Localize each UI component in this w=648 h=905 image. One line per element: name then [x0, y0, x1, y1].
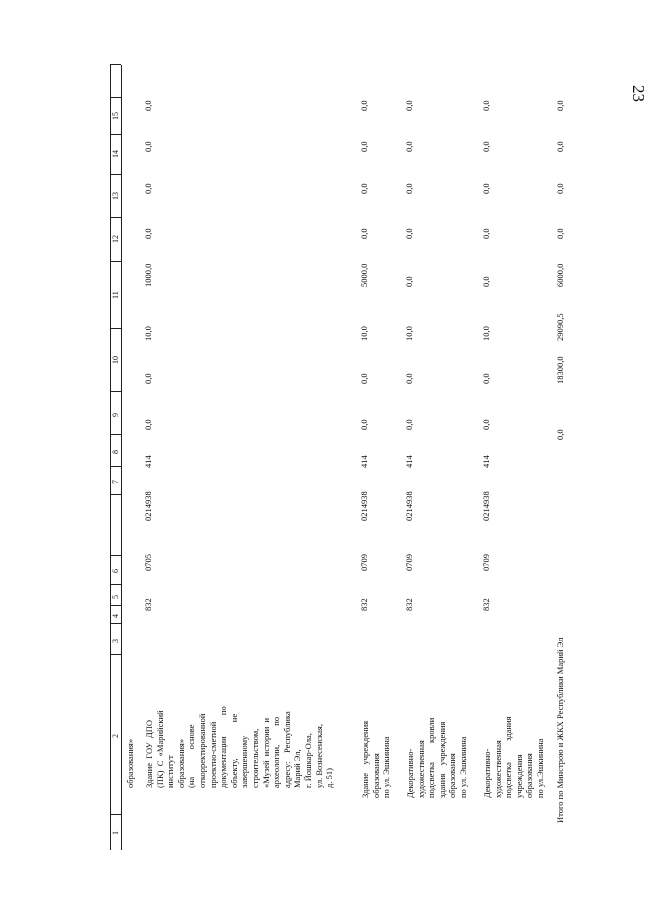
row-value: 0,0: [404, 228, 414, 239]
column-separator: [110, 64, 121, 65]
column-separator: [110, 623, 121, 624]
row-value: 832: [143, 598, 153, 611]
column-separator: [110, 494, 121, 495]
total-value: 0,0: [555, 141, 565, 152]
row-value: 0,0: [481, 141, 491, 152]
row-value: 0,0: [404, 183, 414, 194]
column-header: 9: [111, 413, 120, 417]
column-header: 13: [111, 192, 120, 200]
column-header: 3: [111, 639, 120, 643]
column-separator: [110, 466, 121, 467]
column-separator: [110, 605, 121, 606]
column-separator: [110, 134, 121, 135]
row-value: 0,0: [143, 141, 153, 152]
row-value: 832: [359, 598, 369, 611]
total-value: 18300,0: [555, 356, 565, 384]
column-separator: [110, 654, 121, 655]
column-separator: [110, 434, 121, 435]
row-description: Здание учреждения образования по ул. Эшкинина: [360, 720, 392, 798]
row-value: 0,0: [143, 183, 153, 194]
row-value: 0,0: [404, 100, 414, 111]
row-value: 414: [404, 455, 414, 468]
column-separator: [110, 97, 121, 98]
row-value: 0214938: [359, 491, 369, 521]
column-header: 14: [111, 150, 120, 158]
row-value: 0,0: [359, 183, 369, 194]
column-header: 7: [111, 480, 120, 484]
row-value: 0,0: [404, 141, 414, 152]
header-top-rule: [110, 65, 111, 850]
column-header: 15: [111, 112, 120, 120]
row-value: 0,0: [481, 228, 491, 239]
column-separator: [110, 217, 121, 218]
row-value: 0,0: [143, 228, 153, 239]
header-bottom-rule: [121, 65, 122, 850]
total-value: 6000,0: [555, 263, 565, 287]
column-header: 1: [111, 831, 120, 835]
row-value: 0,0: [481, 276, 491, 287]
row-value: 0,0: [359, 141, 369, 152]
row-value: 0,0: [404, 419, 414, 430]
row-value: 0709: [404, 554, 414, 571]
total-value: 0,0: [555, 429, 565, 440]
row-value: 0705: [143, 554, 153, 571]
column-separator: [110, 328, 121, 329]
row-value: 0,0: [404, 276, 414, 287]
column-header: 4: [111, 614, 120, 618]
row-value: 0214938: [143, 491, 153, 521]
row-value: 0,0: [481, 183, 491, 194]
row-value: 0,0: [359, 373, 369, 384]
row-value: 0214938: [481, 491, 491, 521]
row-value: 10,0: [404, 326, 414, 341]
row-value: 1000,0: [143, 263, 153, 287]
row-value: 0,0: [359, 228, 369, 239]
row-description: Декоративно- художественная подсветка здания учреждения образования по ул.Эшкинина: [482, 716, 545, 798]
row-value: 832: [404, 598, 414, 611]
row-value: 0,0: [404, 373, 414, 384]
column-header: 12: [111, 235, 120, 243]
row-value: 0,0: [481, 419, 491, 430]
row-value: 832: [481, 598, 491, 611]
row-value: 0,0: [143, 419, 153, 430]
total-value: 0,0: [555, 228, 565, 239]
row-description: Здание ГОУ ДПО (ПК) С «Марийский институт образования» (на основе откорректированной проектно-сметной документации по объекту, не завершенному строительством, «Музей истории и археологии, по адресу: Республика Марий Эл, г. Йошкар-Ола, ул. Вознесенская, д. 51): [144, 706, 335, 788]
column-header: 6: [111, 569, 120, 573]
row-value: 0,0: [359, 419, 369, 430]
total-value: 0,0: [555, 100, 565, 111]
column-separator: [110, 584, 121, 585]
budget-table: [111, 65, 565, 850]
row-value: 0,0: [481, 100, 491, 111]
row-value: 0709: [359, 554, 369, 571]
column-header: 2: [111, 734, 120, 738]
row-value: 0214938: [404, 491, 414, 521]
row-description: Декоративно- художественная подсветка кровли здания учреждения образования по ул. Эшкинина: [405, 717, 468, 798]
row-value: 414: [143, 455, 153, 468]
page-number: 23: [629, 85, 648, 102]
row-value: 414: [481, 455, 491, 468]
continued-text: образования»: [125, 738, 135, 788]
column-header: 5: [111, 595, 120, 599]
column-header: 8: [111, 450, 120, 454]
row-value: 0709: [481, 554, 491, 571]
column-header: 11: [111, 291, 120, 299]
column-header: 10: [111, 356, 120, 364]
row-value: 0,0: [143, 100, 153, 111]
row-value: 0,0: [143, 373, 153, 384]
total-value: 0,0: [555, 183, 565, 194]
row-value: 0,0: [359, 100, 369, 111]
total-value: 29090,5: [555, 313, 565, 341]
row-value: 10,0: [143, 326, 153, 341]
row-value: 0,0: [481, 373, 491, 384]
column-separator: [110, 261, 121, 262]
column-separator: [110, 555, 121, 556]
column-separator: [110, 814, 121, 815]
column-separator: [110, 391, 121, 392]
total-label: Итого по Минстрою и ЖКХ Республики Марий Эл: [555, 637, 565, 823]
row-value: 10,0: [481, 326, 491, 341]
row-value: 10,0: [359, 326, 369, 341]
column-separator: [110, 174, 121, 175]
row-value: 5000,0: [359, 263, 369, 287]
row-value: 414: [359, 455, 369, 468]
